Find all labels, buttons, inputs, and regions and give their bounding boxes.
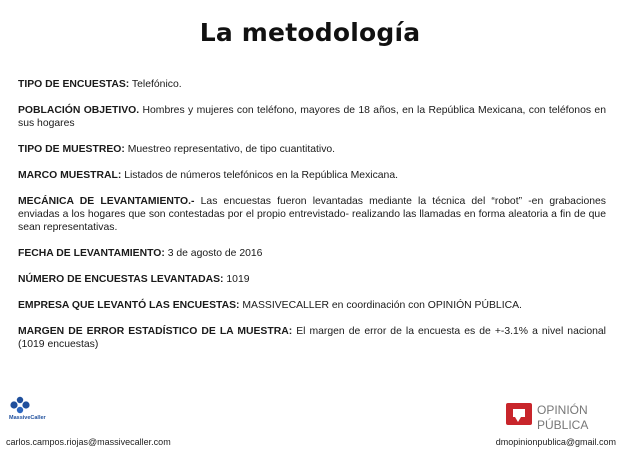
item-value: MASSIVECALLER en coordinación con OPINIÓN PÚBLICA. (239, 300, 522, 311)
item-label: MARCO MUESTRAL: (18, 170, 122, 181)
item-value: El margen de error de la encuesta es de +-3.1% a nivel nacional (1019 encuestas) (18, 326, 606, 350)
item-label: POBLACIÓN OBJETIVO. (18, 105, 140, 116)
opinion-publica-email: dmopinionpublica@gmail.com (495, 437, 616, 447)
item-label: NÚMERO DE ENCUESTAS LEVANTADAS: (18, 274, 224, 285)
massivecaller-logo-text: MassiveCaller (9, 415, 46, 421)
item-mecanica-levantamiento (18, 195, 606, 234)
item-label: MECÁNICA DE LEVANTAMIENTO.- (18, 196, 195, 207)
item-empresa (18, 299, 606, 312)
massivecaller-logo (6, 394, 46, 422)
item-label: TIPO DE ENCUESTAS: (18, 79, 130, 90)
page-title: La metodología (199, 18, 421, 47)
item-fecha-levantamiento (18, 247, 606, 260)
massivecaller-email: carlos.campos.riojas@massivecaller.com (6, 437, 171, 447)
item-poblacion-objetivo (18, 104, 606, 130)
item-label: TIPO DE MUESTREO: (18, 144, 125, 155)
logo-word-opinion: OPINIÓN (537, 403, 588, 417)
item-numero-encuestas (18, 273, 606, 286)
logo-word-publica: PÚBLICA (537, 418, 589, 432)
item-value: Muestreo representativo, de tipo cuantitativo. (124, 144, 336, 155)
item-tipo-encuestas (18, 78, 606, 91)
opinion-publica-logo (506, 400, 610, 434)
item-tipo-muestreo (18, 143, 606, 156)
item-label: EMPRESA QUE LEVANTÓ LAS ENCUESTAS: (18, 300, 240, 311)
item-value: Hombres y mujeres con teléfono, mayores de 18 años, en la República Mexicana, con teléfonos en sus hogares (18, 105, 606, 129)
methodology-list (18, 78, 606, 364)
item-value: Las encuestas fueron levantadas mediante la técnica del “robot” -en grabaciones enviadas a los hogares que son contestadas por el propio entrevistado- realizando las llamadas en forma aleatoria a fin de que sean representativas. (18, 196, 606, 233)
item-marco-muestral (18, 169, 606, 182)
massivecaller-logo-icon (6, 394, 46, 422)
item-label: MARGEN DE ERROR ESTADÍSTICO DE LA MUESTRA: (18, 326, 293, 337)
item-value: 1019 (223, 274, 250, 285)
item-value: Telefónico. (129, 79, 182, 90)
item-value: 3 de agosto de 2016 (164, 248, 263, 259)
item-value: Listados de números telefónicos en la República Mexicana. (121, 170, 398, 181)
item-label: FECHA DE LEVANTAMIENTO: (18, 248, 165, 259)
item-margen-error (18, 325, 606, 351)
